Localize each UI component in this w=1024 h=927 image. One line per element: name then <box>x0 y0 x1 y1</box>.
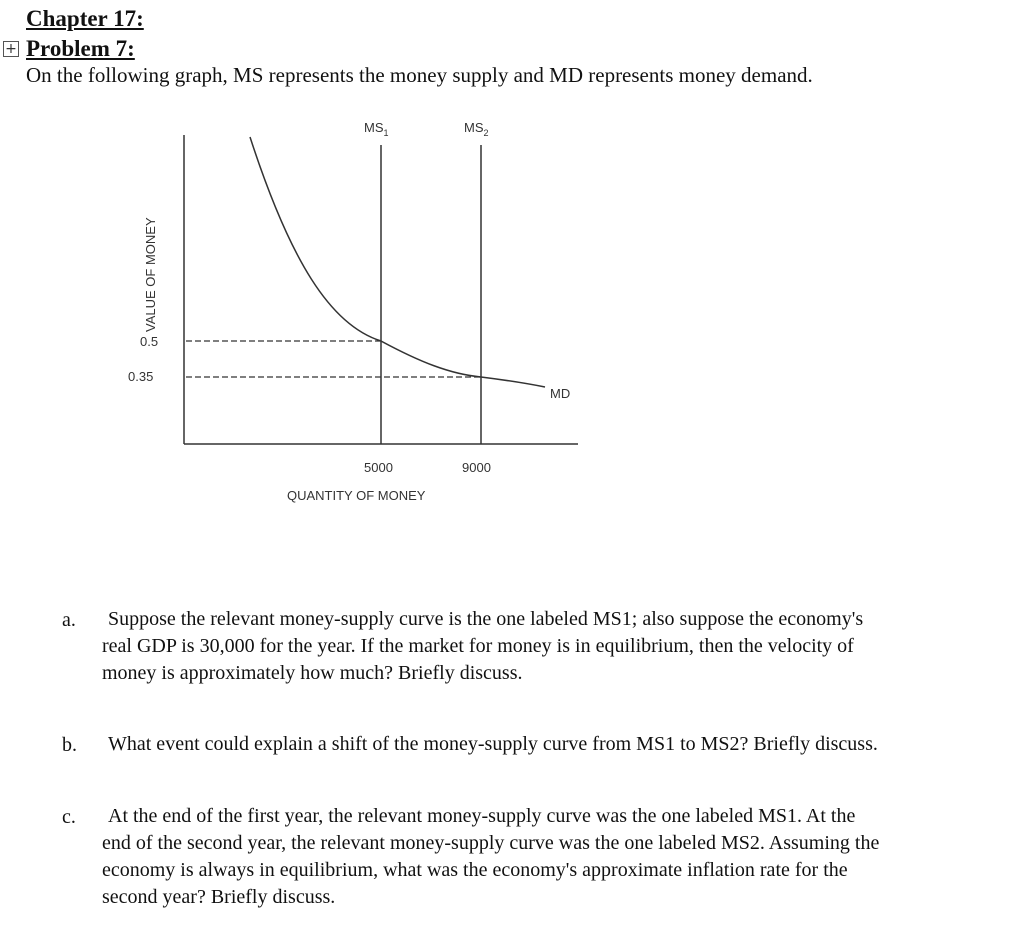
problem-heading: Problem 7: <box>26 36 135 61</box>
y-tick-0.5: 0.5 <box>140 334 159 349</box>
money-market-chart <box>0 100 640 520</box>
question-a-text <box>102 606 863 687</box>
x-axis-label: QUANTITY OF MONEY <box>287 488 426 503</box>
question-a-line-3: money is approximately how much? Briefly discuss. <box>102 662 523 684</box>
question-c-line-4: second year? Briefly discuss. <box>102 886 336 908</box>
y-axis-label: VALUE OF MONEY <box>143 217 158 332</box>
question-c-text <box>102 803 879 911</box>
question-a-letter: a. <box>62 609 76 631</box>
question-b-letter: b. <box>62 734 77 756</box>
x-tick-9000: 9000 <box>462 460 491 475</box>
ms2-label: $MS_2$ <box>464 120 489 138</box>
question-b-line-1: What event could explain a shift of the money-supply curve from MS1 to MS2? Briefly discuss. <box>108 733 878 755</box>
md-label: MD <box>550 386 571 401</box>
md-curve <box>250 137 545 387</box>
question-c-letter: c. <box>62 806 76 828</box>
question-c-line-3: economy is always in equilibrium, what was the economy's approximate inflation rate for the <box>102 859 848 881</box>
expand-icon[interactable]: + <box>3 41 19 57</box>
question-c-line-2: end of the second year, the relevant money-supply curve was the one labeled MS2. Assuming the <box>102 832 880 854</box>
question-a-line-2: real GDP is 30,000 for the year. If the market for money is in equilibrium, then the velocity of <box>102 635 854 657</box>
y-tick-0.35: 0.35 <box>128 369 154 384</box>
chapter-heading: Chapter 17: <box>26 6 144 31</box>
ms1-label: $MS_1$ <box>364 120 389 138</box>
question-a-line-1: Suppose the relevant money-supply curve is the one labeled MS1; also suppose the economy's <box>108 608 864 630</box>
question-c-line-1: At the end of the first year, the relevant money-supply curve was the one labeled MS1. At the <box>108 805 856 827</box>
question-b-text <box>102 731 878 758</box>
intro-text: On the following graph, MS represents the money supply and MD represents money demand. <box>26 63 813 87</box>
x-tick-5000: 5000 <box>364 460 393 475</box>
